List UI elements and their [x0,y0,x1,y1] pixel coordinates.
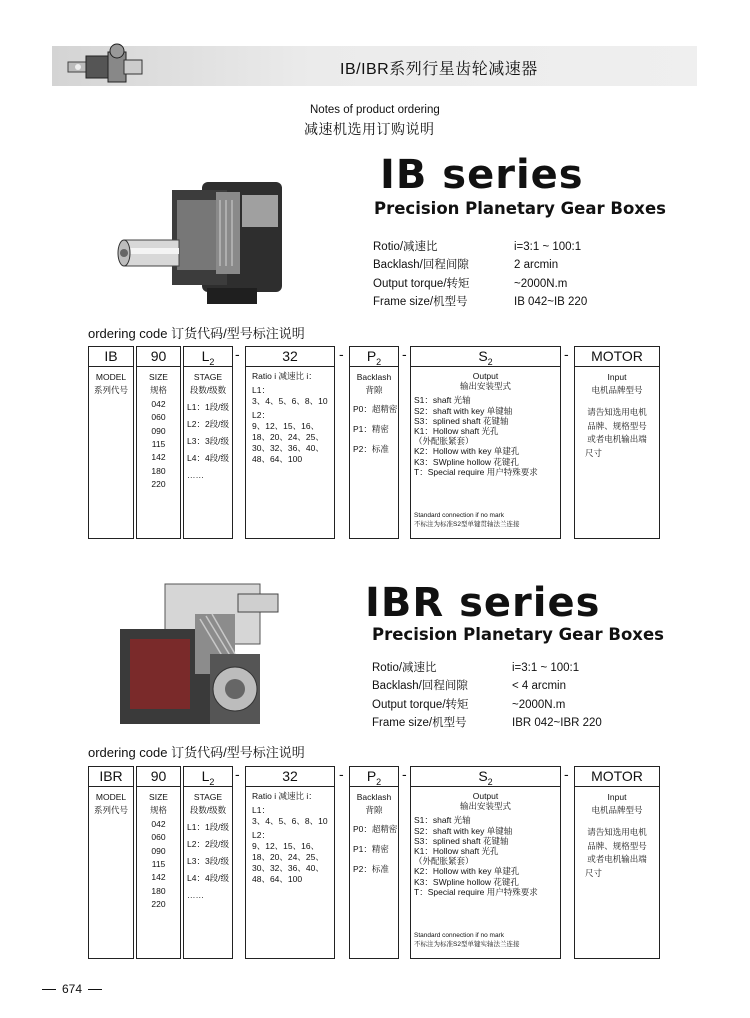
detail-line: 背隙 [365,804,383,815]
separator-dash: - [339,346,344,362]
detail-line: S2：shaft with key 单键轴 [414,825,513,836]
code-subscript: 2 [376,776,382,787]
detail-line: 30、32、36、40、 [252,443,324,453]
detail-line: 090 [151,845,166,856]
detail-line: L1：1段/级 [187,822,230,832]
ibr-spec-backlash-label: Backlash/回程间隙 [372,680,468,693]
code-letter: S [478,768,488,784]
detail-line: 060 [151,832,166,843]
separator-dash: - [402,766,407,782]
ib-spec-labels [373,238,470,311]
ib-model-code: IB [104,348,118,364]
ib-backlash-code [350,347,398,371]
detail-line: L2： [252,830,270,840]
ibr-size-box [136,766,181,959]
ib-model-details [89,371,133,396]
ib-model-box [88,346,134,539]
detail-line: 042 [151,398,166,409]
ibr-spec-values [512,659,602,732]
ibr-backlash-details [350,791,398,879]
ibr-spec-frame-label: Frame size/机型号 [372,716,467,729]
ibr-stage-code [184,767,232,791]
detail-line: 042 [151,818,166,829]
ibr-spec-labels [372,659,469,732]
detail-line: 系列代号 [93,384,128,395]
detail-line: SIZE [149,792,168,802]
detail-line: STAGE [193,792,223,802]
detail-line: Input [607,792,627,802]
detail-line: K3：SWpline hollow 花键孔 [414,456,519,467]
ib-output-note [414,511,560,529]
ib-motor-code: MOTOR [591,348,643,364]
detail-line: S3：splined shaft 花键轴 [414,835,509,846]
detail-line: 输出安装型式 [459,381,511,392]
ib-output-details [411,371,560,477]
detail-line: MODEL [95,372,127,382]
detail-line: P0：超精密 [353,824,398,834]
ibr-output-code [411,767,560,791]
detail-line: P1：精密 [353,424,389,434]
ibr-spec-backlash-value: < 4 arcmin [512,680,567,693]
detail-line: …… [187,470,204,480]
ibr-size-code: 90 [150,768,167,784]
detail-line: （外配胀紧套） [414,856,474,867]
code-subscript: 2 [376,356,382,367]
code-letter: P [366,348,377,364]
ibr-motor-box [574,766,660,959]
ib-ratio-box [245,346,335,539]
separator-dash: - [402,346,407,362]
detail-line: 电机品牌型号 [591,384,643,395]
ibr-ratio-details [252,791,332,885]
detail-line: 规格 [149,805,167,816]
ib-ordering-code-label: ordering code 订货代码/型号标注说明 [88,326,305,341]
detail-line: 请告知选用电机 [587,407,647,417]
ibr-motor-code: MOTOR [591,768,643,784]
detail-line: 060 [151,412,166,423]
detail-line: Input [607,372,627,382]
ibr-output-note [414,931,560,949]
notes-title-en: Notes of product ordering [310,104,440,116]
detail-line: Standard connection if no mark [414,932,504,939]
ib-spec-ratio-value: i=3:1 ~ 100:1 [514,241,582,253]
detail-line: P1：精密 [353,844,389,854]
detail-line: 220 [151,479,166,490]
detail-line: P2：标准 [353,864,389,874]
detail-line: 18、20、24、25、 [252,432,324,442]
detail-line: SIZE [149,372,168,382]
detail-line: L2：2段/级 [187,419,230,429]
detail-line: L1：1段/级 [187,402,230,412]
notes-title-zh: 减速机选用订购说明 [304,121,435,137]
separator-dash: - [235,346,240,362]
detail-line: 9、12、15、16、 [252,421,320,431]
ib-spec-frame-value: IB 042~IB 220 [514,295,588,308]
detail-line: 段数/级数 [189,384,227,395]
code-letter: S [478,348,488,364]
detail-line: T：Special require 用户特殊要求 [414,886,538,897]
page-number-rule-left [42,989,56,990]
ibr-output-details [411,791,560,897]
ib-spec-values [514,238,587,311]
detail-line: Standard connection if no mark [414,512,504,519]
ibr-ordering-code-label: ordering code 订货代码/型号标注说明 [88,745,305,760]
ib-spec-torque-value: ~2000N.m [514,277,568,290]
ib-size-code: 90 [150,348,167,364]
separator-dash: - [564,766,569,782]
ib-stage-code [184,347,232,371]
ibr-spec-ratio-label: Rotio/减速比 [372,662,437,674]
ibr-output-box [410,766,561,959]
detail-line: L1： [252,385,270,395]
code-letter: P [366,768,377,784]
ibr-spec-ratio-value: i=3:1 ~ 100:1 [512,662,580,674]
detail-line: 输出安装型式 [459,801,511,812]
detail-line: 不标注为标准S2型单键实轴法兰连接 [414,941,520,948]
detail-line: 142 [151,872,166,883]
detail-line: 背隙 [365,384,383,395]
detail-line: K3：SWpline hollow 花键孔 [414,876,519,887]
ibr-model-details [89,791,133,816]
ibr-spec-torque-label: Output torque/转矩 [372,698,469,711]
ib-ratio-code: 32 [282,348,298,364]
detail-line: 18、20、24、25、 [252,852,324,862]
detail-line: 48、64、100 [252,874,303,884]
gearbox-thumbnail-icon [60,42,148,86]
detail-line: P2：标准 [353,444,389,454]
code-letter: L [201,768,210,784]
ibr-spec-frame-value: IBR 042~IBR 220 [512,716,602,729]
ib-spec-backlash-value: 2 arcmin [514,259,559,272]
detail-line: Ratio i 减速比 i： [252,371,317,381]
detail-line: S1：shaft 光轴 [414,815,471,826]
detail-line: 3、4、5、6、8、10 [252,396,328,406]
detail-line: 不标注为标准S2型单键贯轴法兰连接 [414,521,520,528]
ibr-backlash-code [350,767,398,791]
ib-motor-box [574,346,660,539]
ib-spec-frame-label: Frame size/机型号 [373,295,468,308]
detail-line: 142 [151,452,166,463]
detail-line: L4：4段/级 [187,453,230,463]
detail-line: 规格 [149,385,167,396]
detail-line: K1：Hollow shaft 光孔 [414,426,499,437]
ib-stage-box [183,346,233,539]
ibr-stage-box [183,766,233,959]
ib-gearbox-cutaway-image [112,160,292,310]
detail-line: 品牌、规格型号 [587,840,647,851]
ib-spec-backlash-label: Backlash/回程间隙 [373,259,469,272]
code-subscript: 2 [209,356,215,367]
detail-line: 请告知选用电机 [587,827,647,837]
detail-line: 系列代号 [93,804,128,815]
ibr-size-details [137,791,180,912]
detail-line: STAGE [193,372,223,382]
code-subscript: 2 [487,776,493,787]
detail-line: K1：Hollow shaft 光孔 [414,846,499,857]
ibr-series-title: IBR series [365,580,601,626]
detail-line: 尺寸 [585,447,603,458]
detail-line: 115 [151,439,166,450]
detail-line: 或者电机输出端 [587,434,647,444]
detail-line: L1： [252,805,270,815]
ib-backlash-box [349,346,399,539]
detail-line: Backlash [356,792,392,802]
detail-line: L3：3段/级 [187,436,230,446]
detail-line: L4：4段/级 [187,873,230,883]
ib-spec-ratio-label: Rotio/减速比 [373,241,438,253]
ibr-gearbox-cutaway-image [110,574,285,734]
detail-line: L2：2段/级 [187,839,230,849]
ibr-backlash-box [349,766,399,959]
detail-line: 段数/级数 [189,804,227,815]
detail-line: 48、64、100 [252,454,303,464]
detail-line: S3：splined shaft 花键轴 [414,415,509,426]
separator-dash: - [235,766,240,782]
detail-line: …… [187,890,204,900]
detail-line: 3、4、5、6、8、10 [252,816,328,826]
ibr-ratio-box [245,766,335,959]
code-letter: L [201,348,210,364]
separator-dash: - [564,346,569,362]
detail-line: Ratio i 减速比 i： [252,791,317,801]
code-subscript: 2 [209,776,215,787]
detail-line: S2：shaft with key 单键轴 [414,405,513,416]
detail-line: MODEL [95,792,127,802]
ib-output-code [411,347,560,371]
ib-series-title: IB series [380,152,584,198]
header-title: IB/IBR系列行星齿轮减速器 [340,61,538,78]
detail-line: （外配胀紧套） [414,436,474,447]
detail-line: L3：3段/级 [187,856,230,866]
detail-line: 180 [151,465,166,476]
ib-size-details [137,371,180,492]
detail-line: T：Special require 用户特殊要求 [414,466,538,477]
detail-line: 115 [151,859,166,870]
ibr-stage-details [184,791,232,904]
ib-stage-details [184,371,232,484]
ib-series-subtitle: Precision Planetary Gear Boxes [374,199,666,218]
detail-line: 090 [151,425,166,436]
page-number-rule-right [88,989,102,990]
ib-backlash-details [350,371,398,459]
separator-dash: - [339,766,344,782]
ib-output-box [410,346,561,539]
code-subscript: 2 [487,356,493,367]
detail-line: 9、12、15、16、 [252,841,320,851]
ib-size-box [136,346,181,539]
ib-ratio-details [252,371,332,465]
page-number: 674 [62,982,83,996]
detail-line: 180 [151,885,166,896]
ibr-motor-details [575,791,659,880]
detail-line: 品牌、规格型号 [587,420,647,431]
ibr-ratio-code: 32 [282,768,298,784]
detail-line: Backlash [356,372,392,382]
detail-line: 220 [151,899,166,910]
detail-line: Output [472,371,499,381]
detail-line: S1：shaft 光轴 [414,395,471,406]
detail-line: Output [472,791,499,801]
detail-line: L2： [252,410,270,420]
ibr-model-code: IBR [99,768,123,784]
ibr-model-box [88,766,134,959]
ibr-spec-torque-value: ~2000N.m [512,698,566,711]
ibr-series-subtitle: Precision Planetary Gear Boxes [372,625,664,644]
detail-line: 尺寸 [585,867,603,878]
detail-line: 或者电机输出端 [587,854,647,864]
ib-motor-details [575,371,659,460]
detail-line: 电机品牌型号 [591,804,643,815]
detail-line: P0：超精密 [353,404,398,414]
ib-spec-torque-label: Output torque/转矩 [373,277,470,290]
detail-line: K2：Hollow with key 单建孔 [414,866,520,877]
detail-line: 30、32、36、40、 [252,863,324,873]
detail-line: K2：Hollow with key 单建孔 [414,446,520,457]
